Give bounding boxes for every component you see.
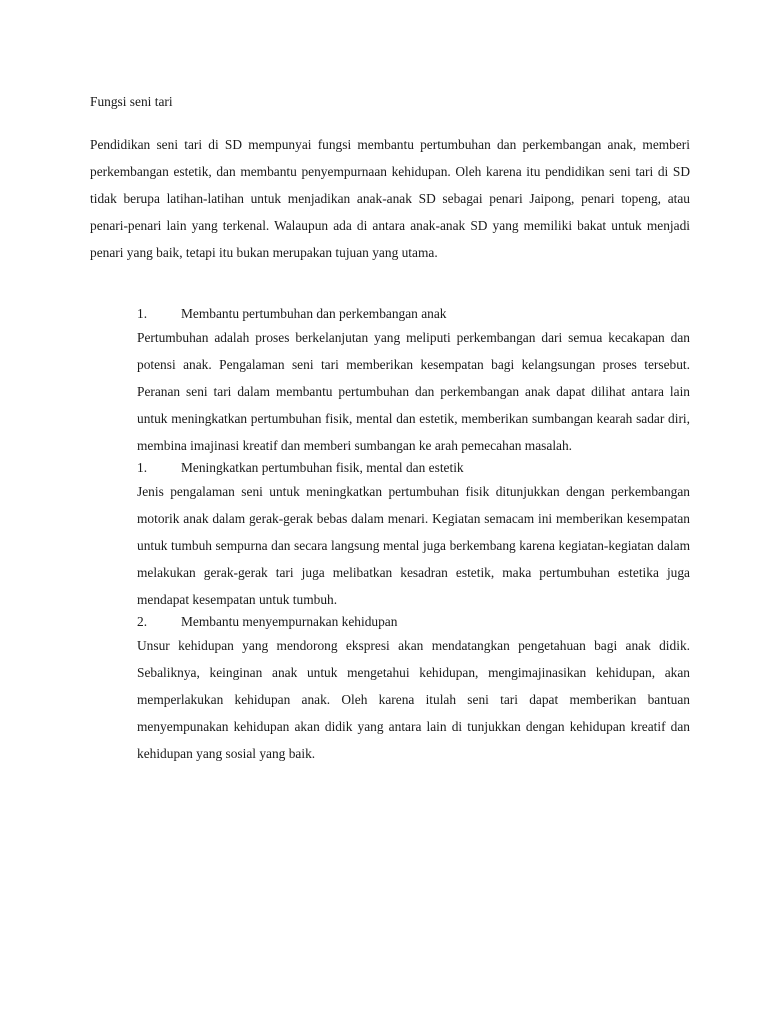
list-item-heading <box>137 459 690 477</box>
list-item-heading <box>137 305 690 323</box>
list-item-number: 1. <box>137 460 148 475</box>
list-item-number: 1. <box>137 306 148 321</box>
list-item-title: Meningkatkan pertumbuhan fisik, mental dan estetik <box>181 460 464 475</box>
list-item-title: Membantu menyempurnakan kehidupan <box>181 614 398 629</box>
document-title: Fungsi seni tari <box>90 94 173 109</box>
list-item <box>137 459 690 613</box>
list-item-heading <box>137 613 690 631</box>
list-item-body: Pertumbuhan adalah proses berkelanjutan yang meliputi perkembangan dari semua kecakapan dan potensi anak. Pengalaman seni tari memberikan kesempatan bagi kelangsungan proses tersebut. Peranan seni tari dalam membantu pertumbuhan dan perkembangan anak dapat dilihat antara lain untuk meningkatkan pertumbuhan fisik, mental dan estetik, memberikan sumbangan kearah sadar diri, membina imajinasi kreatif dan memberi sumbangan ke arah pemecahan masalah. <box>137 330 690 453</box>
list-item <box>137 305 690 459</box>
list-item-body: Unsur kehidupan yang mendorong ekspresi akan mendatangkan pengetahuan bagi anak didik. Sebaliknya, keinginan anak untuk mengetahui kehidupan, mengimajinasikan kehidupan, akan memperlakukan kehidupan anak. Oleh karena itulah seni tari dapat memberikan bantuan menyempunakan kehidupan akan didik yang antara lain di tunjukkan dengan kehidupan kreatif dan kehidupan yang sosial yang baik. <box>137 638 690 761</box>
list-item <box>137 613 690 767</box>
list-item-body: Jenis pengalaman seni untuk meningkatkan pertumbuhan fisik ditunjukkan dengan perkembangan motorik anak dalam gerak-gerak bebas dalam menari. Kegiatan semacam ini memberikan kesempatan untuk tumbuh sempurna dan secara langsung mental juga berkembang karena kegiatan-kegiatan dalam melakukan gerak-gerak tari juga melibatkan kesadran estetik, maka pertumbuhan estetika juga mendapat kesempatan untuk tumbuh. <box>137 484 690 607</box>
intro-paragraph: Pendidikan seni tari di SD mempunyai fungsi membantu pertumbuhan dan perkembangan anak, memberi perkembangan estetik, dan membantu penyempurnaan kehidupan. Oleh karena itu pendidikan seni tari di SD tidak berupa latihan-latihan untuk menjadikan anak-anak SD sebagai penari Jaipong, penari topeng, atau penari-penari lain yang terkenal. Walaupun ada di antara anak-anak SD yang memiliki bakat untuk menjadi penari yang baik, tetapi itu bukan merupakan tujuan yang utama. <box>90 137 690 260</box>
function-list <box>137 305 690 767</box>
list-item-title: Membantu pertumbuhan dan perkembangan anak <box>181 306 447 321</box>
list-item-number: 2. <box>137 614 148 629</box>
